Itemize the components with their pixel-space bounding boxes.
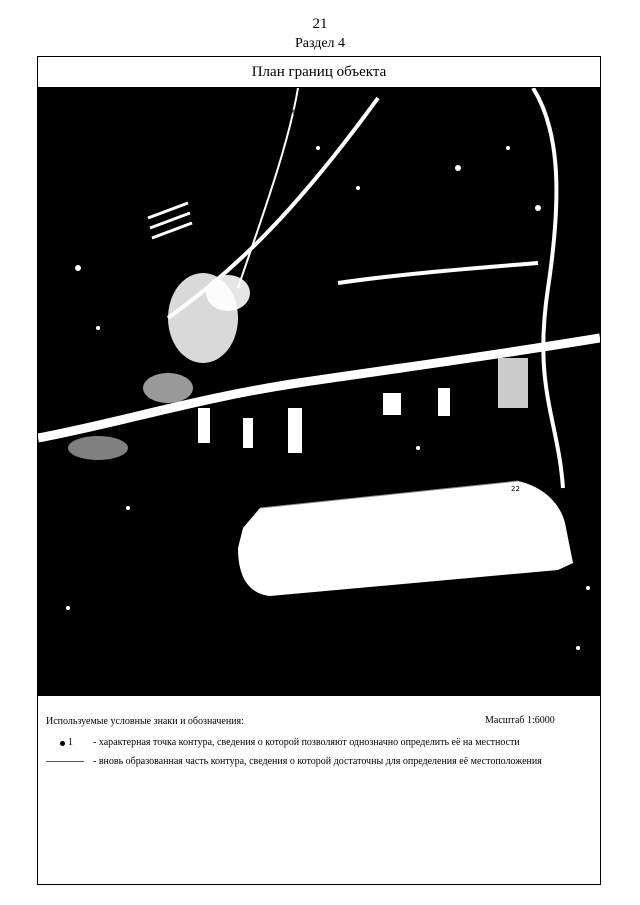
settlement-blob — [206, 275, 250, 311]
line-symbol-icon — [46, 761, 84, 762]
building — [383, 393, 401, 415]
settlement-blob — [68, 436, 128, 460]
aerial-map — [38, 88, 600, 696]
section-title: Раздел 4 — [294, 36, 346, 51]
building — [498, 358, 528, 408]
plan-title: План границ объекта — [38, 57, 600, 88]
map-label-yandex: Yandex — [268, 462, 297, 471]
map-scale: Масштаб 1:6000 — [485, 715, 555, 726]
building — [288, 408, 302, 453]
building — [243, 418, 253, 448]
point-symbol-label: 1 — [68, 737, 73, 748]
settlement-blob — [143, 373, 193, 403]
page-number: 21 — [312, 16, 328, 32]
plan-frame — [37, 56, 601, 885]
building — [198, 408, 210, 443]
building — [438, 388, 450, 416]
point-symbol-icon — [60, 741, 65, 746]
legend-title: Используемые условные знаки и обозначения: — [46, 716, 244, 727]
legend-item-text: - характерная точка контура, сведения о которой позволяют однозначно определить её на местности — [93, 737, 520, 748]
boundary-point-label: 22 — [511, 485, 520, 493]
map-label-yandex: Yandex — [273, 107, 302, 116]
legend-item-text: - вновь образованная часть контура, сведения о которой достаточны для определения её местоположения — [93, 756, 542, 767]
map-graphic — [38, 88, 600, 696]
